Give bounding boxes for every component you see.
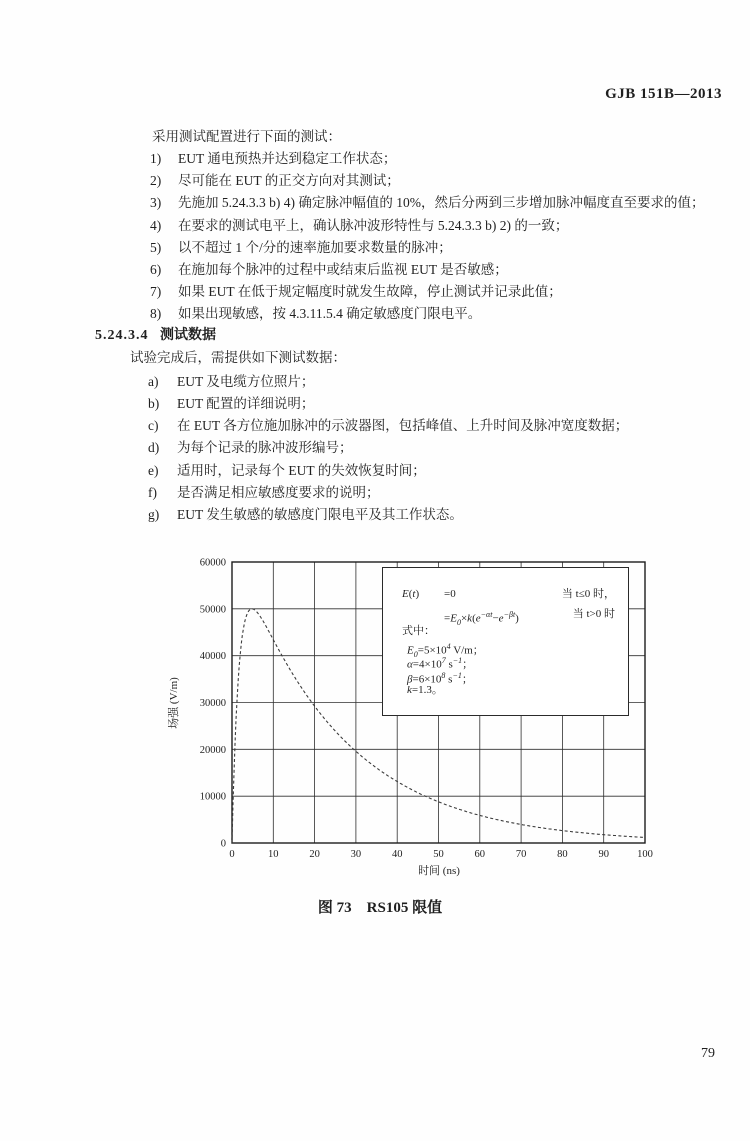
list-item-c — [0, 417, 750, 435]
x-tick-label: 80 — [557, 849, 568, 860]
list-item-number: 4) — [150, 218, 162, 233]
formula-segment: =6×10 — [412, 673, 442, 686]
standard-number-header: GJB 151B—2013 — [605, 86, 722, 102]
formula-line — [402, 669, 615, 686]
formula-line — [402, 588, 615, 601]
x-tick-label: 70 — [515, 849, 527, 860]
formula-segment: 0 — [456, 617, 461, 627]
y-tick-label: 10000 — [199, 791, 226, 803]
formula-segment: 4 — [446, 642, 451, 651]
list-item-text: 适用时，记录每个 EUT 的失效恢复时间； — [177, 463, 426, 478]
figure-caption — [150, 896, 610, 917]
list-item-text: 为每个记录的脉冲波形编号； — [177, 440, 353, 455]
formula-segment: k — [407, 684, 412, 696]
formula-segment: ) — [415, 588, 420, 600]
formula-segment: −βt — [503, 610, 516, 619]
list-item-number: 7) — [150, 284, 162, 299]
formula-annotation-box — [382, 567, 629, 716]
list-item-text: 以不超过 1 个/分的速率施加要求数量的脉冲； — [178, 240, 452, 255]
list-item-letter: d) — [148, 440, 160, 455]
x-tick-label: 40 — [391, 849, 403, 860]
list-item-text: 在要求的测试电平上，确认脉冲波形特性与 5.24.3.3 b) 2) 的一致； — [178, 218, 569, 233]
formula-segment: − — [492, 612, 499, 625]
formula-line — [402, 608, 615, 627]
formula-segment: =5×10 — [417, 644, 447, 657]
formula-segment: ； — [462, 658, 474, 671]
formula-line — [402, 625, 615, 638]
list-item-text: 在施加每个脉冲的过程中或结束后监视 EUT 是否敏感； — [178, 262, 508, 277]
list-item-b — [0, 395, 750, 413]
x-tick-label: 100 — [637, 849, 653, 860]
formula-segment: s — [445, 658, 453, 671]
list-item-text: EUT 发生敏感的敏感度门限电平及其工作状态。 — [177, 507, 463, 522]
y-tick-label: 60000 — [199, 557, 226, 569]
list-item-step-7 — [0, 283, 750, 301]
y-tick-label: 20000 — [199, 744, 226, 756]
paragraph-text: 采用测试配置进行下面的测试： — [152, 129, 341, 144]
formula-condition: 当 t≤0 时， — [561, 588, 615, 600]
list-item-step-6 — [0, 261, 750, 279]
formula-line — [402, 654, 615, 671]
formula-segment: 8 — [441, 671, 446, 680]
formula-segment: α — [407, 658, 413, 671]
list-item-g — [0, 506, 750, 524]
x-tick-label: 50 — [433, 849, 444, 860]
formula-lhs — [402, 588, 444, 601]
paragraph-text: 试验完成后，需提供如下测试数据： — [130, 350, 346, 365]
formula-segment: ) — [515, 612, 519, 625]
formula-segment: 0 — [413, 649, 418, 659]
section-title: 测试数据 — [160, 328, 216, 343]
section-number: 5.24.3.4 — [95, 328, 149, 343]
formula-segment: ( — [408, 588, 413, 600]
list-item-number: 3) — [150, 195, 162, 210]
list-item-step-5 — [0, 239, 750, 257]
formula-segment: k — [467, 612, 473, 625]
list-item-text: 如果出现敏感，按 4.3.11.5.4 确定敏感度门限电平。 — [178, 306, 482, 321]
list-item-letter: c) — [148, 418, 159, 433]
list-item-letter: a) — [148, 374, 159, 389]
formula-segment: =4×10 — [412, 658, 442, 671]
x-tick-label: 30 — [350, 849, 362, 860]
list-item-text: EUT 及电缆方位照片； — [177, 374, 315, 389]
formula-segment: E — [402, 588, 409, 600]
formula-segment: 7 — [441, 656, 446, 665]
formula-segment: E — [407, 644, 414, 657]
x-axis-title: 时间 (ns) — [418, 865, 460, 877]
list-item-text: 在 EUT 各方位施加脉冲的示波器图，包括峰值、上升时间及脉冲宽度数据； — [177, 418, 629, 433]
formula-segment: E — [450, 612, 457, 625]
figure-caption-text: 图 73 RS105 限值 — [317, 900, 443, 916]
list-item-d — [0, 439, 750, 457]
list-item-number: 6) — [150, 262, 162, 277]
formula-segment: × — [460, 612, 468, 625]
x-tick-label: 10 — [268, 849, 279, 860]
formula-segment: =0 — [444, 588, 456, 600]
list-item-step-3 — [0, 194, 750, 212]
formula-condition: 当 t>0 时 — [572, 608, 615, 620]
formula-segment: = — [444, 612, 451, 625]
list-item-letter: e) — [148, 463, 159, 478]
formula-segment: e — [498, 612, 504, 625]
formula-segment: −αt — [480, 610, 493, 619]
list-item-letter: b) — [148, 396, 160, 411]
list-item-step-8 — [0, 305, 750, 323]
x-tick-label: 0 — [229, 849, 235, 860]
formula-segment: t — [412, 588, 416, 600]
list-item-step-2 — [0, 172, 750, 190]
formula-line — [402, 640, 615, 659]
list-item-number: 2) — [150, 173, 162, 188]
x-tick-label: 60 — [474, 849, 486, 860]
y-tick-label: 30000 — [199, 698, 226, 709]
list-item-text: EUT 通电预热并达到稳定工作状态； — [178, 151, 397, 166]
list-item-a — [0, 373, 750, 391]
list-item-text: 如果 EUT 在低于规定幅度时就发生故障，停止测试并记录此值； — [178, 284, 562, 299]
list-item-e — [0, 462, 750, 480]
y-tick-label: 40000 — [199, 651, 226, 663]
y-tick-label: 50000 — [199, 604, 226, 616]
y-tick-label: 0 — [220, 838, 226, 850]
formula-segment: −1 — [452, 671, 462, 680]
paragraph-section-intro — [0, 349, 750, 367]
formula-segment: 式中： — [402, 625, 435, 637]
formula-segment: ； — [461, 673, 473, 686]
list-item-step-1 — [0, 150, 750, 168]
list-item-number: 5) — [150, 240, 162, 255]
list-item-number: 8) — [150, 306, 162, 321]
list-item-text: 是否满足相应敏感度要求的说明； — [177, 485, 380, 500]
list-item-number: 1) — [150, 151, 162, 166]
list-item-text: 先施加 5.24.3.3 b) 4) 确定脉冲幅值的 10%，然后分两到三步增加脉冲幅度直至要求的值； — [178, 195, 705, 210]
formula-segment: e — [475, 612, 481, 625]
list-item-letter: g) — [148, 507, 160, 522]
paragraph-procedure-intro — [0, 128, 750, 146]
formula-segment: V/m； — [450, 644, 484, 657]
list-item-f — [0, 484, 750, 502]
list-item-text: EUT 配置的详细说明； — [177, 396, 315, 411]
list-item-letter: f) — [148, 485, 157, 500]
section-heading — [0, 327, 750, 345]
formula-segment: s — [445, 673, 453, 686]
formula-line — [402, 684, 615, 697]
x-tick-label: 90 — [598, 849, 609, 860]
formula-segment: ( — [472, 612, 476, 625]
y-axis-title: 场强 (V/m) — [168, 677, 180, 729]
formula-segment: −1 — [452, 656, 463, 665]
formula-segment: =1.3。 — [411, 684, 443, 696]
list-item-text: 尽可能在 EUT 的正交方向对其测试； — [178, 173, 400, 188]
formula-segment: β — [407, 673, 413, 686]
page-number: 79 — [701, 1046, 715, 1061]
list-item-step-4 — [0, 217, 750, 235]
x-tick-label: 20 — [309, 849, 320, 860]
